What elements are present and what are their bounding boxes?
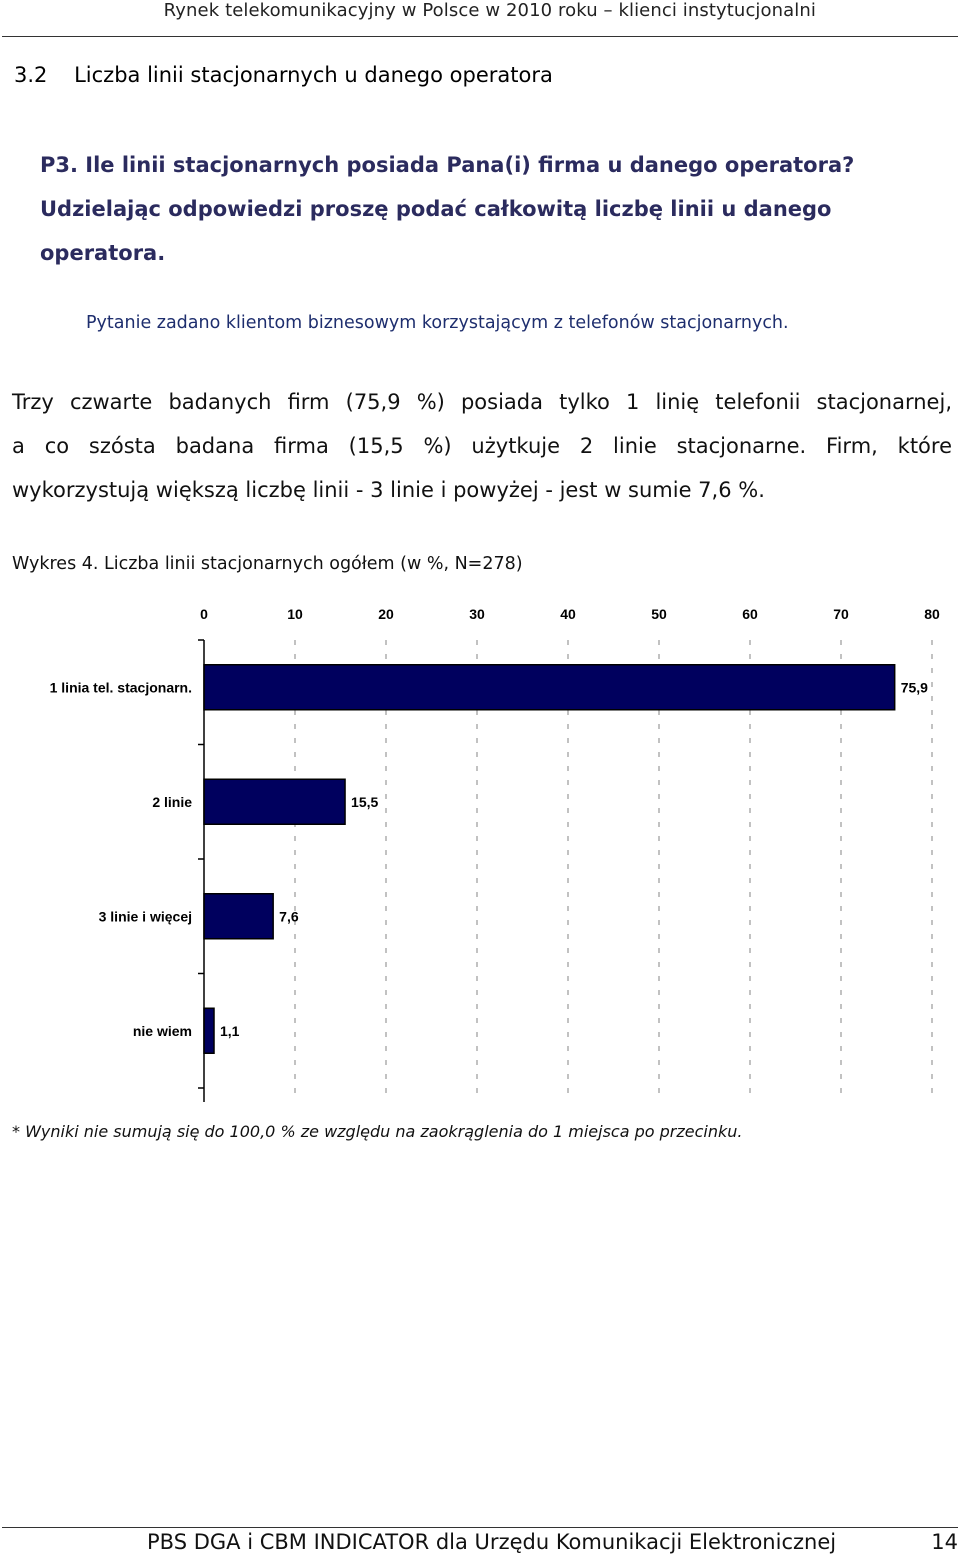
bar: [204, 1008, 214, 1053]
page-number: 14: [931, 1530, 958, 1554]
summary-paragraph: [12, 380, 952, 512]
x-tick-label: 40: [560, 606, 576, 622]
x-tick-label: 50: [651, 606, 667, 622]
summary-line-1: Trzy czwarte badanych firm (75,9 %) posiada tylko 1 linię telefonii stacjonarnej,: [12, 390, 952, 414]
x-tick-label: 70: [833, 606, 849, 622]
bar-chart: [0, 596, 960, 1116]
bar: [204, 894, 273, 939]
section-heading: 3.2 Liczba linii stacjonarnych u danego operatora: [14, 63, 553, 87]
x-tick-label: 20: [378, 606, 394, 622]
bar: [204, 779, 345, 824]
value-label: 1,1: [220, 1022, 240, 1039]
category-label: 1 linia tel. stacjonarn.: [49, 679, 192, 696]
footer-rule: [2, 1527, 958, 1528]
category-label: nie wiem: [132, 1022, 192, 1039]
value-labels: [220, 679, 928, 1039]
chart-bars: [204, 665, 895, 1054]
bar: [204, 665, 895, 710]
x-tick-label: 80: [924, 606, 940, 622]
x-tick-label: 10: [287, 606, 303, 622]
category-label: 2 linie: [152, 793, 192, 810]
value-label: 7,6: [279, 908, 299, 925]
value-label: 15,5: [351, 793, 379, 810]
y-axis: [198, 640, 204, 1102]
chart-caption: Wykres 4. Liczba linii stacjonarnych ogółem (w %, N=278): [12, 554, 523, 574]
x-tick-labels: [200, 606, 940, 622]
category-labels: [50, 679, 193, 1039]
footer-text: PBS DGA i CBM INDICATOR dla Urzędu Komunikacji Elektronicznej: [147, 1530, 837, 1554]
summary-line-3: wykorzystują większą liczbę linii - 3 linie i powyżej - jest w sumie 7,6 %.: [12, 478, 765, 502]
header-rule: [2, 36, 958, 37]
survey-question: P3. Ile linii stacjonarnych posiada Pana(i) firma u danego operatora? Udzielając odpowiedzi proszę podać całkowitą liczbę linii u danego operatora.: [40, 153, 855, 265]
value-label: 75,9: [900, 679, 928, 696]
x-tick-label: 0: [200, 606, 208, 622]
x-tick-label: 60: [742, 606, 758, 622]
question-note: Pytanie zadano klientom biznesowym korzystającym z telefonów stacjonarnych.: [86, 313, 789, 333]
chart-footnote: * Wyniki nie sumują się do 100,0 % ze względu na zaokrąglenia do 1 miejsca po przecinku.: [12, 1122, 743, 1141]
x-tick-label: 30: [469, 606, 485, 622]
category-label: 3 linie i więcej: [98, 908, 192, 925]
running-header: Rynek telekomunikacyjny w Polsce w 2010 roku – klienci instytucjonalni: [163, 0, 816, 21]
summary-line-2: a co szósta badana firma (15,5 %) użytkuje 2 linie stacjonarne. Firm, które: [12, 434, 952, 458]
